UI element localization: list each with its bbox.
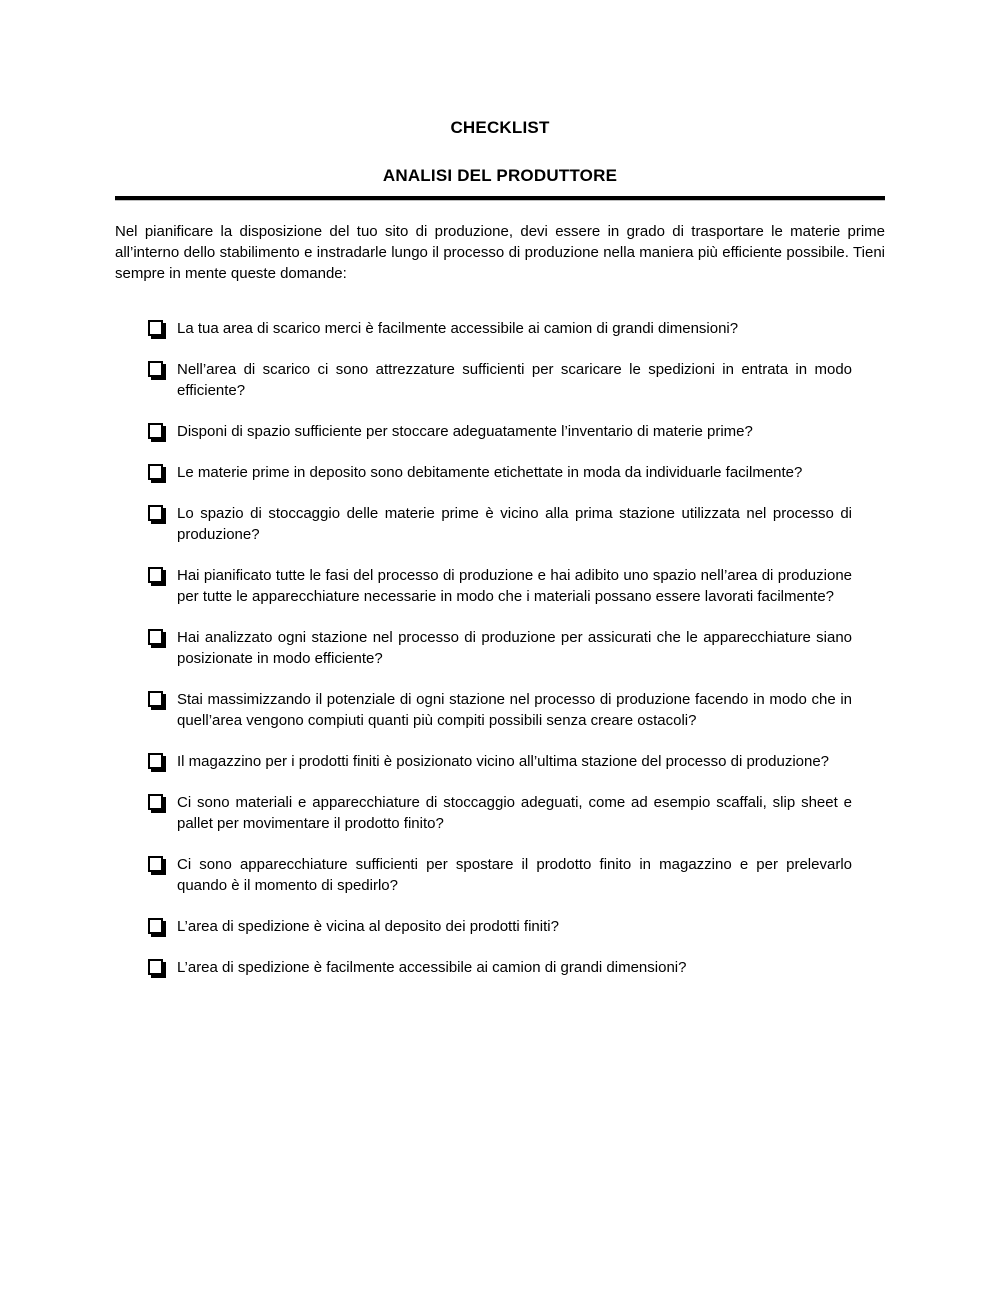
document-title: CHECKLIST <box>450 118 550 137</box>
checklist-item <box>148 627 885 669</box>
checkbox-icon <box>148 361 163 377</box>
checklist-item-text: L’area di spedizione è vicina al deposito dei prodotti finiti? <box>177 918 559 935</box>
checklist-item-text: Il magazzino per i prodotti finiti è posizionato vicino all’ultima stazione del processo di produzione? <box>177 753 830 770</box>
checklist-item <box>148 751 885 772</box>
title-divider <box>115 196 885 200</box>
checklist-item-text: Le materie prime in deposito sono debitamente etichettate in moda da individuarle facilmente? <box>177 464 803 481</box>
checklist-item <box>148 421 885 442</box>
checkbox-icon <box>148 464 163 480</box>
checklist-item <box>148 565 885 607</box>
checklist-item <box>148 957 885 978</box>
checkbox-icon <box>148 856 163 872</box>
intro-paragraph: Nel pianificare la disposizione del tuo sito di produzione, devi essere in grado di trasportare le materie prime all’interno dello stabilimento e instradarle lungo il processo di produzione nella maniera più efficiente possibile. Tieni sempre in mente queste domande: <box>115 223 885 282</box>
checklist-item <box>148 359 885 401</box>
checklist-item <box>148 462 885 483</box>
checklist-item-text: Ci sono materiali e apparecchiature di stoccaggio adeguati, come ad esempio scaffali, slip sheet e pallet per movimentare il prodotto finito? <box>177 794 852 832</box>
checklist-item <box>148 503 885 545</box>
checkbox-icon <box>148 959 163 975</box>
checkbox-icon <box>148 320 163 336</box>
checklist-item-text: La tua area di scarico merci è facilmente accessibile ai camion di grandi dimensioni? <box>177 320 739 337</box>
checkbox-icon <box>148 691 163 707</box>
checklist <box>115 318 885 978</box>
checklist-item-text: Ci sono apparecchiature sufficienti per spostare il prodotto finito in magazzino e per prelevarlo quando è il momento di spedirlo? <box>177 856 852 894</box>
checklist-item-text: Disponi di spazio sufficiente per stoccare adeguatamente l’inventario di materie prime? <box>177 423 753 440</box>
checklist-item-text: Nell’area di scarico ci sono attrezzature sufficienti per scaricare le spedizioni in entrata in modo efficiente? <box>177 361 852 399</box>
checklist-item <box>148 854 885 896</box>
checklist-item <box>148 916 885 937</box>
checkbox-icon <box>148 629 163 645</box>
checklist-item <box>148 318 885 339</box>
checkbox-icon <box>148 423 163 439</box>
checkbox-icon <box>148 505 163 521</box>
checklist-item-text: Hai pianificato tutte le fasi del processo di produzione e hai adibito uno spazio nell’area di produzione per tutte le apparecchiature necessarie in modo che i materiali possano essere lavorati facilmente? <box>177 567 852 605</box>
checklist-item <box>148 689 885 731</box>
checklist-item-text: Hai analizzato ogni stazione nel processo di produzione per assicurati che le apparecchiature siano posizionate in modo efficiente? <box>177 629 852 667</box>
checkbox-icon <box>148 918 163 934</box>
checkbox-icon <box>148 794 163 810</box>
checkbox-icon <box>148 567 163 583</box>
checklist-item-text: Stai massimizzando il potenziale di ogni stazione nel processo di produzione facendo in modo che in quell’area vengono compiuti quanti più compiti possibili senza creare ostacoli? <box>177 691 852 729</box>
checklist-item-text: L’area di spedizione è facilmente accessibile ai camion di grandi dimensioni? <box>177 959 687 976</box>
document-subtitle: ANALISI DEL PRODUTTORE <box>382 166 618 185</box>
checklist-item <box>148 792 885 834</box>
checklist-item-text: Lo spazio di stoccaggio delle materie prime è vicino alla prima stazione utilizzata nel processo di produzione? <box>177 505 852 543</box>
checkbox-icon <box>148 753 163 769</box>
